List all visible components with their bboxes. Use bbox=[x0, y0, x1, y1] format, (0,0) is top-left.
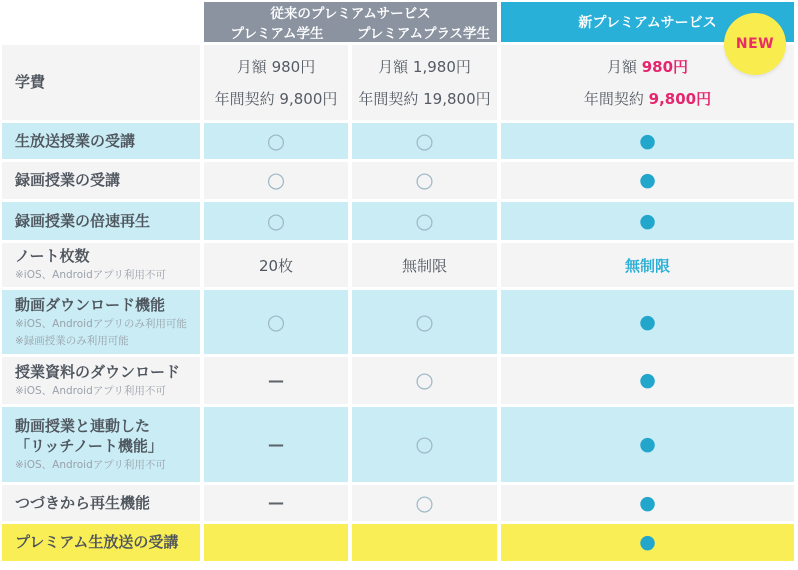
feature-note: ※iOS、Androidアプリ利用不可 bbox=[15, 384, 166, 397]
feature-note: ※録画授業のみ利用可能 bbox=[15, 335, 129, 348]
feature-value-cell bbox=[204, 162, 348, 199]
filled-dot-icon: ● bbox=[639, 209, 656, 232]
feature-value-cell: 無制限 bbox=[352, 243, 497, 287]
yearly-price-highlight: 9,800円 bbox=[648, 90, 712, 108]
new-badge: NEW bbox=[724, 13, 786, 75]
circle-outline-icon: ○ bbox=[415, 432, 434, 456]
monthly-price-highlight: 980円 bbox=[641, 58, 689, 76]
filled-dot-icon: ● bbox=[639, 531, 656, 553]
dash-icon: — bbox=[268, 434, 284, 454]
feature-value-cell bbox=[352, 485, 497, 521]
tuition-label: 学費 bbox=[15, 73, 46, 92]
legacy-group-title: 従来のプレミアムサービス bbox=[270, 6, 431, 22]
yearly-label: 年間契約 bbox=[583, 90, 644, 108]
feature-value-cell bbox=[204, 123, 348, 159]
filled-dot-icon: ● bbox=[639, 310, 656, 333]
comparison-grid bbox=[2, 2, 794, 565]
feature-value-cell bbox=[501, 162, 794, 199]
circle-outline-icon: ○ bbox=[266, 128, 286, 153]
column-header-premium-plus-student: プレミアムプラス学生 bbox=[356, 26, 491, 42]
feature-value-cell bbox=[204, 357, 348, 404]
circle-outline-icon: ○ bbox=[266, 168, 286, 192]
dash-icon: — bbox=[268, 370, 284, 390]
filled-dot-icon: ● bbox=[639, 433, 656, 455]
monthly-label: 月額 bbox=[378, 58, 409, 76]
monthly-label: 月額 bbox=[236, 58, 267, 76]
yearly-price: 19,800円 bbox=[423, 90, 491, 108]
feature-value-cell bbox=[501, 485, 794, 521]
feature-value-cell bbox=[501, 202, 794, 240]
feature-label-video-download: 動画ダウンロード機能 ※iOS、Androidアプリのみ利用可能 ※録画授業のみ利用可能 bbox=[2, 290, 200, 354]
filled-dot-icon: ● bbox=[639, 129, 656, 152]
feature-value-cell bbox=[501, 290, 794, 354]
filled-dot-icon: ● bbox=[639, 169, 656, 191]
circle-outline-icon: ○ bbox=[415, 309, 434, 334]
feature-value-cell bbox=[352, 357, 497, 404]
filled-dot-icon: ● bbox=[639, 491, 656, 514]
header-spacer bbox=[2, 2, 200, 42]
circle-outline-icon: ○ bbox=[266, 309, 286, 334]
circle-outline-icon: ○ bbox=[415, 368, 434, 392]
feature-note: ※iOS、Androidアプリ利用不可 bbox=[15, 269, 166, 282]
circle-outline-icon: ○ bbox=[415, 168, 434, 192]
feature-value-cell bbox=[352, 290, 497, 354]
tuition-cell-premium bbox=[204, 45, 348, 120]
legacy-services-header bbox=[204, 2, 497, 42]
column-header-premium-student: プレミアム学生 bbox=[230, 26, 324, 42]
monthly-price: 980円 bbox=[271, 58, 316, 76]
feature-value-cell bbox=[352, 123, 497, 159]
yearly-price: 9,800円 bbox=[279, 90, 338, 108]
feature-value-cell bbox=[204, 407, 348, 482]
monthly-price: 1,980円 bbox=[412, 58, 471, 76]
dash-icon: — bbox=[268, 493, 284, 512]
yearly-label: 年間契約 bbox=[214, 90, 275, 108]
circle-outline-icon: ○ bbox=[415, 208, 434, 233]
feature-value-cell: 無制限 bbox=[501, 243, 794, 287]
feature-value-cell bbox=[204, 290, 348, 354]
feature-label-recorded-classes: 録画授業の受講 bbox=[2, 162, 200, 199]
feature-value-cell bbox=[204, 202, 348, 240]
new-service-title: 新プレミアムサービス bbox=[578, 15, 717, 31]
feature-value-cell bbox=[501, 407, 794, 482]
filled-dot-icon: ● bbox=[639, 369, 656, 391]
feature-value-cell bbox=[204, 485, 348, 521]
feature-value-cell bbox=[352, 162, 497, 199]
circle-outline-icon: ○ bbox=[266, 208, 286, 233]
feature-note: ※iOS、Androidアプリのみ利用可能 bbox=[15, 317, 187, 330]
feature-value-cell bbox=[352, 407, 497, 482]
feature-label-resume-playback: つづきから再生機能 bbox=[2, 485, 200, 521]
feature-label-premium-live: プレミアム生放送の受講 bbox=[2, 524, 200, 561]
yearly-label: 年間契約 bbox=[358, 90, 419, 108]
feature-label-live-classes: 生放送授業の受講 bbox=[2, 123, 200, 159]
feature-value-cell bbox=[501, 357, 794, 404]
legacy-subcolumns bbox=[204, 22, 497, 42]
feature-value-cell bbox=[204, 524, 348, 561]
tuition-label-cell bbox=[2, 45, 200, 120]
feature-value-cell bbox=[501, 123, 794, 159]
feature-value-cell bbox=[352, 524, 497, 561]
feature-note: ※iOS、Androidアプリ利用不可 bbox=[15, 459, 166, 472]
circle-outline-icon: ○ bbox=[415, 128, 434, 153]
feature-label-note-count: ノート枚数 ※iOS、Androidアプリ利用不可 bbox=[2, 243, 200, 287]
tuition-cell-premium-plus bbox=[352, 45, 497, 120]
feature-value-cell bbox=[501, 524, 794, 561]
feature-label-playback-speed: 録画授業の倍速再生 bbox=[2, 202, 200, 240]
feature-label-rich-note: 動画授業と連動した 「リッチノート機能」 ※iOS、Androidアプリ利用不可 bbox=[2, 407, 200, 482]
monthly-label: 月額 bbox=[606, 58, 637, 76]
feature-value-cell: 20枚 bbox=[204, 243, 348, 287]
feature-value-cell bbox=[352, 202, 497, 240]
feature-label-materials-download: 授業資料のダウンロード ※iOS、Androidアプリ利用不可 bbox=[2, 357, 200, 404]
circle-outline-icon: ○ bbox=[415, 490, 434, 515]
